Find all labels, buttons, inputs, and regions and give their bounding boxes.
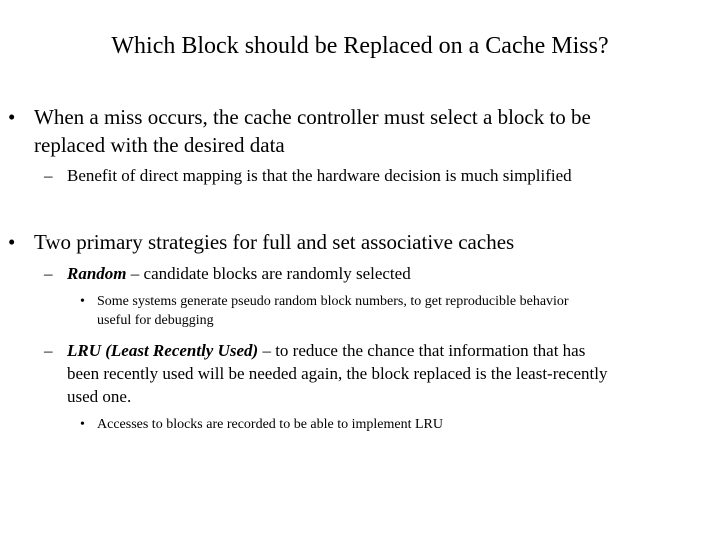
sub-bullet-rest: – to reduce the chance that information that has <box>258 341 586 360</box>
sub-bullet-text-line-2: been recently used will be needed again, the block replaced is the least-recently <box>67 364 608 383</box>
sub-bullet-text-line-3: used one. <box>67 387 132 406</box>
sub-bullet-marker: – <box>44 166 53 185</box>
sub-bullet-direct-mapping <box>44 164 704 187</box>
sub-bullet-random <box>44 262 704 285</box>
sub-bullet-marker: – <box>44 341 53 360</box>
bullet-strategies <box>8 228 708 256</box>
sub-sub-bullet-line-1: Some systems generate pseudo random block numbers, to get reproducible behavior <box>97 294 569 309</box>
sub-bullet-lru <box>44 339 709 408</box>
bullet-text-line-1: When a miss occurs, the cache controller must select a block to be <box>34 105 591 129</box>
bullet-marker: • <box>8 230 16 254</box>
emphasis-lru: LRU (Least Recently Used) <box>67 341 259 360</box>
bullet-cache-miss <box>8 103 708 159</box>
sub-bullet-text: Benefit of direct mapping is that the hardware decision is much simplified <box>67 166 572 185</box>
sub-bullet-text <box>67 262 411 285</box>
emphasis-random: Random <box>67 264 127 283</box>
bullet-text: Two primary strategies for full and set associative caches <box>34 230 515 254</box>
slide-title: Which Block should be Replaced on a Cache Miss? <box>111 33 609 59</box>
sub-sub-bullet-accesses <box>80 415 710 434</box>
sub-sub-bullet-marker: • <box>80 417 85 432</box>
sub-sub-bullet-text: Accesses to blocks are recorded to be able to implement LRU <box>97 417 443 432</box>
sub-sub-bullet-marker: • <box>80 294 85 309</box>
sub-sub-bullet-pseudo-random <box>80 292 710 330</box>
sub-sub-bullet-line-2: useful for debugging <box>97 313 214 328</box>
bullet-marker: • <box>8 105 16 129</box>
sub-bullet-text-line-1 <box>67 339 585 362</box>
sub-bullet-marker: – <box>44 264 53 283</box>
bullet-text-line-2: replaced with the desired data <box>34 133 285 157</box>
sub-bullet-rest: – candidate blocks are randomly selected <box>126 264 411 283</box>
